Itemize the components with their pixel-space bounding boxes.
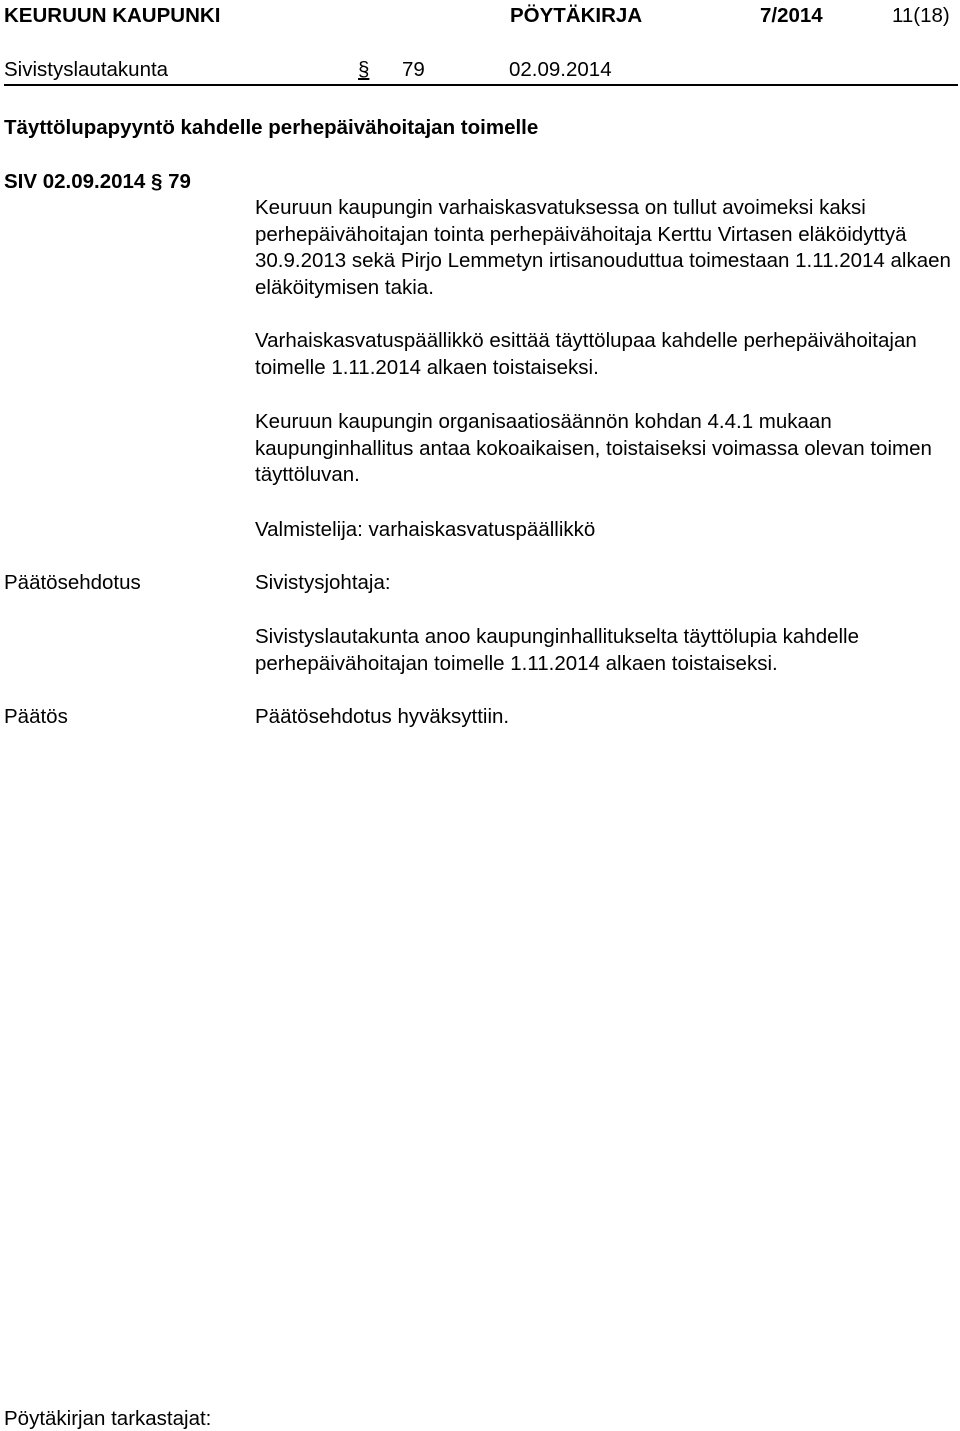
proposal-signer: Sivistysjohtaja:	[255, 571, 391, 594]
organization-name: KEURUUN KAUPUNKI	[4, 4, 221, 27]
decision-label: Päätös	[4, 705, 68, 728]
committee-name: Sivistyslautakunta	[4, 58, 169, 81]
footer-inspectors-label: Pöytäkirjan tarkastajat:	[4, 1407, 212, 1430]
preparer-line: Valmistelija: varhaiskasvatuspäällikkö	[255, 518, 596, 541]
document-type: PÖYTÄKIRJA	[510, 4, 643, 27]
body-paragraph-3: Keuruun kaupungin organisaatiosäännön kohdan 4.4.1 mukaan kaupunginhallitus antaa kokoaikaisen, toistaiseksi voimassa olevan toimen täyttöluvan.	[255, 410, 932, 486]
section-sign-icon: §	[358, 58, 370, 81]
proposal-label: Päätösehdotus	[4, 571, 141, 594]
page-title: Täyttölupapyyntö kahdelle perhepäivähoitajan toimelle	[4, 116, 539, 139]
page-number: 11(18)	[892, 4, 950, 27]
header-divider	[4, 84, 958, 86]
reference-text: SIV 02.09.2014	[4, 170, 146, 193]
proposal-text: Sivistyslautakunta anoo kaupunginhallitukselta täyttölupia kahdelle perhepäivähoitajan toimelle 1.11.2014 alkaen toistaiseksi.	[255, 625, 860, 675]
decision-text: Päätösehdotus hyväksyttiin.	[255, 705, 510, 728]
body-paragraph-2: Varhaiskasvatuspäällikkö esittää täyttölupaa kahdelle perhepäivähoitajan toimelle 1.11.2014 alkaen toistaiseksi.	[255, 329, 917, 379]
body-paragraph-1: Keuruun kaupungin varhaiskasvatuksessa on tullut avoimeksi kaksi perhepäivähoitajan tointa perhepäivähoitaja Kerttu Virtasen eläköidyttyä 30.9.2013 sekä Pirjo Lemmetyn irtisanouduttua toimestaan 1.11.2014 alkaen eläköitymisen takia.	[255, 196, 951, 299]
section-number: 79	[402, 58, 425, 81]
meeting-date: 02.09.2014	[509, 58, 612, 81]
reference-section-sign-icon: §	[151, 170, 163, 193]
document-number: 7/2014	[760, 4, 823, 27]
reference-code	[4, 172, 191, 193]
reference-section: 79	[168, 170, 191, 193]
